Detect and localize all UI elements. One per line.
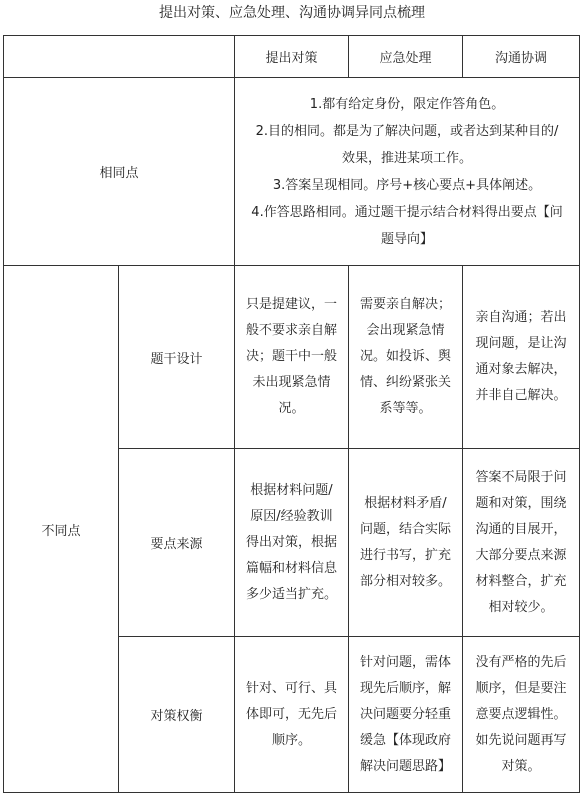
same-line: 题导向】 xyxy=(380,231,433,247)
cell-line: 亲自沟通；若出 xyxy=(475,310,567,325)
cell-source-emergency xyxy=(349,449,463,637)
same-line: 效果，推进某项工作。 xyxy=(341,150,472,166)
diff-row-stem xyxy=(4,266,580,449)
cell-line: 顺序，但是要注 xyxy=(475,680,567,696)
cell-line: 顺序。 xyxy=(271,732,311,748)
same-label: 相同点 xyxy=(4,78,235,266)
cell-line: 通对象去解决， xyxy=(475,362,567,377)
cell-line: 部分相对较多。 xyxy=(359,573,451,589)
cell-line: 进行书写，扩充 xyxy=(359,547,451,563)
cell-line: 意要点逻辑性。 xyxy=(475,706,567,722)
same-row xyxy=(4,78,580,266)
diff-sub-label-stem: 题干设计 xyxy=(119,266,235,449)
column-header-communication: 沟通协调 xyxy=(463,36,580,78)
cell-line: 况。如投诉、舆 xyxy=(359,349,451,364)
cell-balance-emergency xyxy=(349,637,463,793)
cell-line: 针对、可行、具 xyxy=(245,680,337,696)
cell-balance-proposal xyxy=(235,637,349,793)
cell-line: 现问题，是让沟 xyxy=(475,336,567,351)
cell-line: 未出现紧急情 xyxy=(252,375,331,390)
cell-line: 决；题干中一般 xyxy=(245,349,337,364)
cell-line: 题和对策，围绕 xyxy=(475,495,567,511)
cell-line: 根据材料问题/ xyxy=(250,482,333,498)
cell-line: 并非自己解决。 xyxy=(475,388,567,403)
cell-line: 问题，结合实际 xyxy=(359,521,451,537)
cell-line: 针对问题，需体 xyxy=(359,654,451,670)
cell-line: 系等等。 xyxy=(379,401,432,416)
cell-line: 材料整合，扩充 xyxy=(475,573,567,589)
cell-line: 篇幅和材料信息 xyxy=(245,560,337,576)
cell-line: 根据材料矛盾/ xyxy=(364,495,447,511)
cell-line: 只是提建议，一 xyxy=(245,297,337,312)
cell-line: 得出对策，根据 xyxy=(245,534,337,550)
cell-line: 大部分要点来源 xyxy=(475,547,567,563)
cell-line: 般不要求亲自解 xyxy=(245,323,337,338)
cell-line: 解决问题思路】 xyxy=(359,758,451,774)
cell-line: 况。 xyxy=(278,401,305,416)
cell-line: 需要亲自解决； xyxy=(359,297,451,312)
diff-sub-label-source: 要点来源 xyxy=(119,449,235,637)
cell-line: 原因/经验教训 xyxy=(250,508,333,524)
document-title: 提出对策、应急处理、沟通协调异同点梳理 xyxy=(159,5,425,21)
cell-stem-emergency xyxy=(349,266,463,449)
same-line: 3.答案呈现相同。序号+核心要点+具体阐述。 xyxy=(272,177,542,193)
cell-line: 对策。 xyxy=(501,758,541,774)
cell-source-proposal xyxy=(235,449,349,637)
cell-line: 没有严格的先后 xyxy=(475,654,567,670)
cell-source-communication xyxy=(463,449,580,637)
cell-line: 多少适当扩充。 xyxy=(245,586,337,602)
cell-line: 如先说问题再写 xyxy=(475,732,567,748)
cell-line: 相对较少。 xyxy=(488,599,554,615)
diff-label: 不同点 xyxy=(4,266,119,793)
header-row xyxy=(4,36,580,78)
same-line: 1.都有给定身份，限定作答角色。 xyxy=(309,96,505,112)
cell-line: 现先后顺序，解 xyxy=(359,680,451,696)
cell-line: 缓急【体现政府 xyxy=(359,732,451,748)
cell-stem-communication xyxy=(463,266,580,449)
column-header-proposal: 提出对策 xyxy=(235,36,349,78)
same-content xyxy=(235,78,580,266)
cell-line: 体即可，无先后 xyxy=(245,706,337,722)
cell-line: 答案不局限于问 xyxy=(475,469,567,485)
cell-stem-proposal xyxy=(235,266,349,449)
same-line: 4.作答思路相同。通过题干提示结合材料得出要点【问 xyxy=(251,204,563,220)
same-line: 2.目的相同。都是为了解决问题，或者达到某种目的/ xyxy=(255,123,559,139)
comparison-table xyxy=(3,35,580,793)
header-blank-cell xyxy=(4,36,235,78)
column-header-emergency: 应急处理 xyxy=(349,36,463,78)
cell-balance-communication xyxy=(463,637,580,793)
cell-line: 决问题要分轻重 xyxy=(359,706,451,722)
cell-line: 沟通的目展开， xyxy=(475,521,567,537)
diff-sub-label-balance: 对策权衡 xyxy=(119,637,235,793)
cell-line: 会出现紧急情 xyxy=(366,323,445,338)
cell-line: 情、纠纷紧张关 xyxy=(359,375,451,390)
